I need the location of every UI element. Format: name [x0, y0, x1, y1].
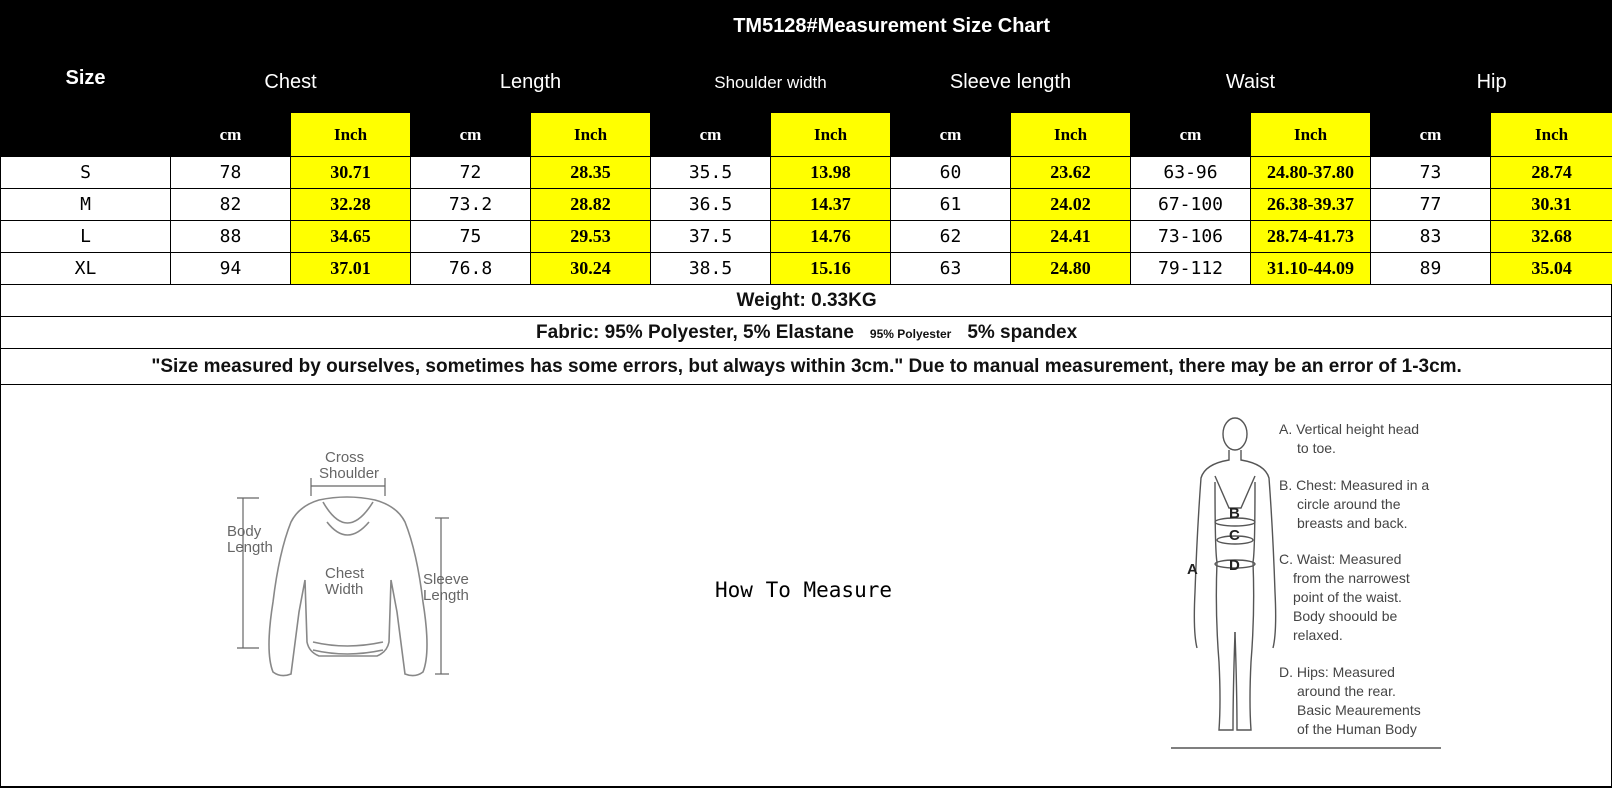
value-inch: 14.76 — [771, 221, 891, 253]
unit-inch: Inch — [1251, 113, 1371, 157]
value-cm: 62 — [891, 221, 1011, 253]
table-row — [1, 221, 1612, 253]
unit-inch: Inch — [1011, 113, 1131, 157]
unit-cm: cm — [891, 113, 1011, 157]
value-inch: 26.38-39.37 — [1251, 189, 1371, 221]
value-cm: 82 — [171, 189, 291, 221]
value-inch: 28.74-41.73 — [1251, 221, 1371, 253]
unit-cm: cm — [651, 113, 771, 157]
value-cm: 75 — [411, 221, 531, 253]
value-inch: 24.41 — [1011, 221, 1131, 253]
value-inch: 34.65 — [291, 221, 411, 253]
column-header-length: Length — [411, 53, 651, 113]
unit-cm: cm — [1131, 113, 1251, 157]
label-sleeve: Sleeve — [423, 571, 469, 588]
how-to-measure-panel — [0, 392, 1612, 787]
table-row — [1, 157, 1612, 189]
sweater-diagram — [227, 452, 487, 692]
value-cm: 73 — [1371, 157, 1491, 189]
value-cm: 63-96 — [1131, 157, 1251, 189]
value-cm: 89 — [1371, 253, 1491, 285]
note-c-line2: from the narrowest — [1293, 570, 1410, 586]
column-header-chest: Chest — [171, 53, 411, 113]
value-inch: 24.80-37.80 — [1251, 157, 1371, 189]
note-c-line4: Body shoould be — [1293, 608, 1398, 624]
size-label: S — [1, 157, 171, 189]
unit-inch: Inch — [291, 113, 411, 157]
size-label: L — [1, 221, 171, 253]
unit-row — [1, 113, 1612, 157]
value-inch: 14.37 — [771, 189, 891, 221]
body-letter-b: B — [1229, 505, 1240, 522]
unit-inch: Inch — [771, 113, 891, 157]
label-body: Body — [227, 523, 262, 540]
value-cm: 63 — [891, 253, 1011, 285]
label-body-length: Length — [227, 539, 273, 556]
value-cm: 36.5 — [651, 189, 771, 221]
value-cm: 60 — [891, 157, 1011, 189]
body-diagram — [1171, 412, 1461, 752]
value-cm: 72 — [411, 157, 531, 189]
value-inch: 30.71 — [291, 157, 411, 189]
table-row — [1, 253, 1612, 285]
label-chest: Chest — [325, 565, 365, 582]
value-cm: 94 — [171, 253, 291, 285]
fabric-main: Fabric: 95% Polyester, 5% Elastane — [536, 321, 854, 343]
note-c-line5: relaxed. — [1293, 627, 1343, 643]
size-label: XL — [1, 253, 171, 285]
note-c-line1: C. Waist: Measured — [1279, 551, 1402, 567]
fabric-spandex: 5% spandex — [967, 321, 1078, 343]
label-shoulder: Shoulder — [319, 465, 380, 482]
label-cross: Cross — [325, 452, 365, 466]
measurement-note: "Size measured by ourselves, sometimes has some errors, but always within 3cm." Due to manual measurement, there may be an error of 1-3cm. — [1, 349, 1612, 385]
note-d-line4: of the Human Body — [1297, 721, 1417, 737]
value-cm: 76.8 — [411, 253, 531, 285]
value-inch: 28.74 — [1491, 157, 1612, 189]
value-cm: 77 — [1371, 189, 1491, 221]
value-cm: 37.5 — [651, 221, 771, 253]
note-a-line1: A. Vertical height head — [1279, 421, 1420, 437]
note-b-line2: circle around the — [1297, 496, 1401, 512]
unit-cm: cm — [171, 113, 291, 157]
value-inch: 32.68 — [1491, 221, 1612, 253]
value-cm: 38.5 — [651, 253, 771, 285]
value-inch: 30.24 — [531, 253, 651, 285]
note-c-line3: point of the waist. — [1293, 589, 1402, 605]
value-inch: 28.82 — [531, 189, 651, 221]
value-cm: 78 — [171, 157, 291, 189]
fabric-row — [1, 317, 1612, 349]
column-header-sleeve-length: Sleeve length — [891, 53, 1131, 113]
value-cm: 88 — [171, 221, 291, 253]
body-letter-d: D — [1229, 557, 1240, 574]
value-cm: 61 — [891, 189, 1011, 221]
value-inch: 24.02 — [1011, 189, 1131, 221]
note-d-line2: around the rear. — [1297, 683, 1396, 699]
note-d-line3: Basic Meaurements — [1297, 702, 1421, 718]
weight-row: Weight: 0.33KG — [1, 285, 1612, 317]
note-d-line1: D. Hips: Measured — [1279, 664, 1395, 680]
value-cm: 79-112 — [1131, 253, 1251, 285]
value-inch: 24.80 — [1011, 253, 1131, 285]
value-inch: 29.53 — [531, 221, 651, 253]
unit-cm: cm — [1371, 113, 1491, 157]
value-cm: 83 — [1371, 221, 1491, 253]
value-inch: 15.16 — [771, 253, 891, 285]
value-inch: 28.35 — [531, 157, 651, 189]
label-sleeve-length: Length — [423, 587, 469, 604]
value-inch: 23.62 — [1011, 157, 1131, 189]
unit-inch: Inch — [1491, 113, 1612, 157]
table-row — [1, 189, 1612, 221]
value-inch: 32.28 — [291, 189, 411, 221]
column-header-waist: Waist — [1131, 53, 1371, 113]
label-width: Width — [325, 581, 364, 598]
column-header-hip: Hip — [1371, 53, 1612, 113]
value-inch: 31.10-44.09 — [1251, 253, 1371, 285]
body-letter-a: A — [1187, 561, 1198, 578]
size-label: M — [1, 189, 171, 221]
note-a-line2: to toe. — [1297, 440, 1336, 456]
size-column-header: Size — [1, 1, 171, 157]
value-cm: 73-106 — [1131, 221, 1251, 253]
fabric-small: 95% Polyester — [869, 326, 952, 341]
note-b-line1: B. Chest: Measured in a — [1279, 477, 1430, 493]
value-inch: 13.98 — [771, 157, 891, 189]
value-inch: 35.04 — [1491, 253, 1612, 285]
unit-cm: cm — [411, 113, 531, 157]
human-figure-icon — [1194, 418, 1275, 730]
value-cm: 73.2 — [411, 189, 531, 221]
size-chart-table — [0, 0, 1612, 385]
note-b-line3: breasts and back. — [1297, 515, 1408, 531]
value-inch: 37.01 — [291, 253, 411, 285]
value-cm: 35.5 — [651, 157, 771, 189]
value-cm: 67-100 — [1131, 189, 1251, 221]
column-header-shoulder-width: Shoulder width — [651, 53, 891, 113]
chart-title: TM5128#Measurement Size Chart — [171, 1, 1612, 53]
body-letter-c: C — [1229, 527, 1240, 544]
how-to-measure-label: How To Measure — [715, 578, 893, 602]
unit-inch: Inch — [531, 113, 651, 157]
value-inch: 30.31 — [1491, 189, 1612, 221]
